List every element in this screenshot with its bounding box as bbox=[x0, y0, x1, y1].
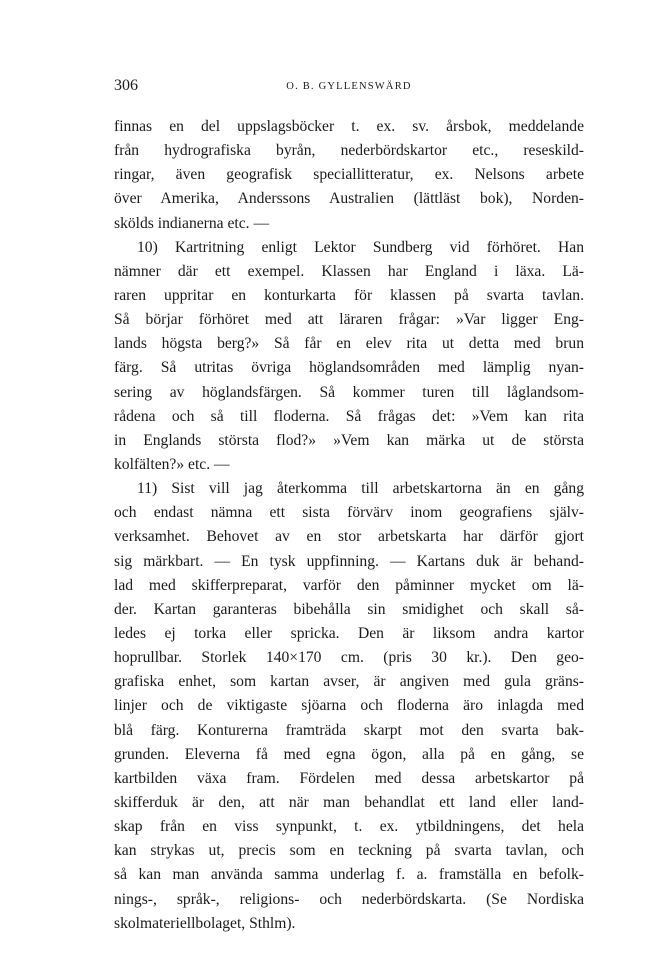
text-line: lands högsta berg?» Så får en elev rita ut detta med brun bbox=[114, 335, 584, 353]
text-line: rådena och så till floderna. Så frågas det: »Vem kan rita bbox=[114, 407, 584, 425]
text-line: kan strykas ut, precis som en teckning på svarta tavlan, och bbox=[114, 842, 584, 860]
text-line: blå färg. Konturerna framträda skarpt mot den svarta bak- bbox=[114, 721, 584, 739]
text-line: verksamhet. Behovet av en stor arbetskarta har därför gjort bbox=[114, 528, 584, 546]
text-line: nämner där ett exempel. Klassen har England i läxa. Lä- bbox=[114, 262, 584, 280]
text-line: raren uppritar en konturkarta för klassen på svarta tavlan. bbox=[114, 286, 584, 304]
text-line: så kan man använda samma underlag f. a. framställa en befolk- bbox=[114, 866, 584, 884]
text-line: nings-, språk-, religions- och nederbördskarta. (Se Nordiska bbox=[114, 890, 584, 908]
text-line: hoprullbar. Storlek 140×170 cm. (pris 30 kr.). Den geo- bbox=[114, 649, 584, 667]
text-line: finnas en del uppslagsböcker t. ex. sv. årsbok, meddelande bbox=[114, 118, 584, 135]
text-line: linjer och de viktigaste sjöarna och floderna äro inlagda med bbox=[114, 697, 584, 715]
body-text bbox=[114, 115, 584, 936]
text-line: över Amerika, Anderssons Australien (lättläst bok), Norden- bbox=[114, 190, 584, 208]
text-line: skap från en viss synpunkt, t. ex. ytbildningens, det hela bbox=[114, 818, 584, 836]
running-head bbox=[114, 76, 584, 96]
text-line: och endast nämna ett sista förvärv inom geografiens själv- bbox=[114, 504, 584, 522]
text-line: grafiska enhet, som kartan avser, är angiven med gula gräns- bbox=[114, 673, 584, 691]
text-line: skifferduk är den, att när man behandlat ett land eller land- bbox=[114, 793, 584, 811]
text-line: skölds indianerna etc. — bbox=[114, 214, 270, 232]
text-line: sering av höglandsfärgen. Så kommer turen till låglandsom- bbox=[114, 383, 584, 401]
text-line: från hydrografiska byrån, nederbördskartor etc., reseskild- bbox=[114, 142, 584, 160]
text-line: 10) Kartritning enligt Lektor Sundberg vid förhöret. Han bbox=[137, 238, 584, 256]
text-line: ledes ej torka eller spricka. Den är liksom andra kartor bbox=[114, 624, 584, 642]
text-line: Så börjar förhöret med att läraren frågar: »Var ligger Eng- bbox=[114, 311, 584, 329]
text-line: kolfälten?» etc. — bbox=[114, 455, 230, 473]
page-number: 306 bbox=[114, 77, 138, 94]
text-line: färg. Så utritas övriga höglandsområden med lämplig nyan- bbox=[114, 359, 584, 377]
text-line: grunden. Eleverna få med egna ögon, alla på en gång, se bbox=[114, 745, 584, 763]
text-line: lad med skifferpreparat, varför den påminner mycket om lä- bbox=[114, 576, 584, 594]
text-line: sig märkbart. — En tysk uppfinning. — Kartans duk är behand- bbox=[114, 552, 584, 570]
text-line: in Englands största flod?» »Vem kan märka ut de största bbox=[114, 431, 584, 449]
text-line: 11) Sist vill jag återkomma till arbetskartorna än en gång bbox=[137, 480, 584, 498]
running-head-author: O. B. GYLLENSWÄRD bbox=[286, 81, 412, 92]
text-line: ringar, även geografisk speciallitteratur, ex. Nelsons arbete bbox=[114, 166, 584, 184]
text-line: skolmateriellbolaget, Sthlm). bbox=[114, 914, 296, 932]
text-line: der. Kartan garanteras bibehålla sin smidighet och skall så- bbox=[114, 600, 584, 618]
text-line: kartbilden växa fram. Fördelen med dessa arbetskartor på bbox=[114, 769, 584, 787]
